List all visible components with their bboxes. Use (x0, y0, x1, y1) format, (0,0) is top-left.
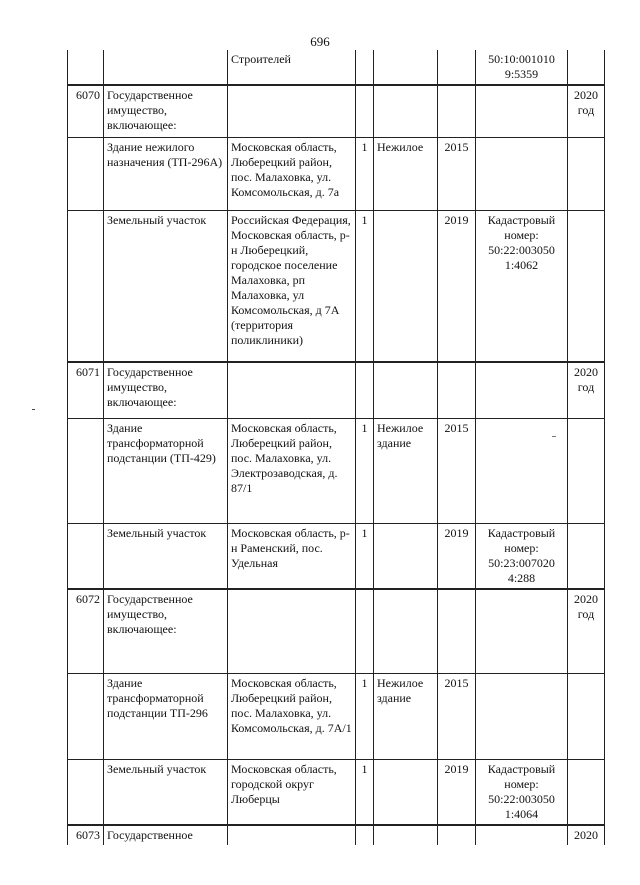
item-year: 2015 (438, 137, 476, 210)
item-address: Московская область, Люберецкий район, пос. Малаховка, ул. Электрозаводская, д. 87/1 (228, 418, 356, 523)
record-header-row (68, 362, 605, 418)
item-year: 2019 (438, 210, 476, 362)
record-title: Государственное имущество, включающее: (104, 362, 228, 418)
item-quantity: 1 (356, 210, 374, 362)
record-period: 2020 год (568, 85, 605, 137)
item-cadastral: Кадастровый номер: 50:22:003050 1:4064 (476, 760, 568, 826)
item-name: Земельный участок (104, 210, 228, 362)
cadastral-cell: 50:10:001010 9:5359 (476, 50, 568, 85)
record-period: 2020 год (568, 362, 605, 418)
item-name: Здание трансформаторной подстанции ТП-296 (104, 674, 228, 760)
item-purpose: Нежилое здание (374, 674, 438, 760)
record-item-row (68, 137, 605, 210)
item-name: Земельный участок (104, 760, 228, 826)
item-quantity: 1 (356, 760, 374, 826)
record-number: 6073 (68, 825, 104, 845)
item-address: Московская область, р-н Раменский, пос. Удельная (228, 523, 356, 589)
item-address: Московская область, Люберецкий район, пос. Малаховка, ул. Комсомольская, д. 7а (228, 137, 356, 210)
item-address: Российская Федерация, Московская область, р-н Люберецкий, городское поселение Малаховка, рп Малаховка, ул Комсомольская, д 7А (территория поликлиники) (228, 210, 356, 362)
item-quantity: 1 (356, 674, 374, 760)
item-quantity: 1 (356, 523, 374, 589)
item-year: 2019 (438, 523, 476, 589)
record-period: 2020 (568, 825, 605, 845)
record-title: Государственное имущество, включающее: (104, 589, 228, 674)
record-header-row (68, 589, 605, 674)
record-header-row (68, 85, 605, 137)
item-name: Здание трансформаторной подстанции (ТП-429) (104, 418, 228, 523)
margin-mark (32, 409, 35, 410)
item-purpose: Нежилое здание (374, 418, 438, 523)
item-name: Земельный участок (104, 523, 228, 589)
record-item-row (68, 523, 605, 589)
record-number: 6071 (68, 362, 104, 418)
record-number: 6070 (68, 85, 104, 137)
record-item-row (68, 210, 605, 362)
item-year: 2019 (438, 760, 476, 826)
property-register-table (67, 50, 605, 845)
record-item-row (68, 760, 605, 826)
continuation-row (68, 50, 605, 85)
record-period: 2020 год (568, 589, 605, 674)
item-year: 2015 (438, 418, 476, 523)
item-cadastral: Кадастровый номер: 50:22:003050 1:4062 (476, 210, 568, 362)
page-number: 696 (310, 34, 330, 49)
item-purpose: Нежилое (374, 137, 438, 210)
item-quantity: 1 (356, 137, 374, 210)
record-item-row (68, 418, 605, 523)
item-year: 2015 (438, 674, 476, 760)
item-address: Московская область, городской округ Люберцы (228, 760, 356, 826)
record-header-row (68, 825, 605, 845)
record-item-row (68, 674, 605, 760)
record-number: 6072 (68, 589, 104, 674)
item-quantity: 1 (356, 418, 374, 523)
record-title: Государственное (104, 825, 228, 845)
record-title: Государственное имущество, включающее: (104, 85, 228, 137)
address-cell: Строителей (228, 50, 356, 85)
item-address: Московская область, Люберецкий район, пос. Малаховка, ул. Комсомольская, д. 7А/1 (228, 674, 356, 760)
item-cadastral: Кадастровый номер: 50:23:007020 4:288 (476, 523, 568, 589)
item-name: Здание нежилого назначения (ТП-296А) (104, 137, 228, 210)
